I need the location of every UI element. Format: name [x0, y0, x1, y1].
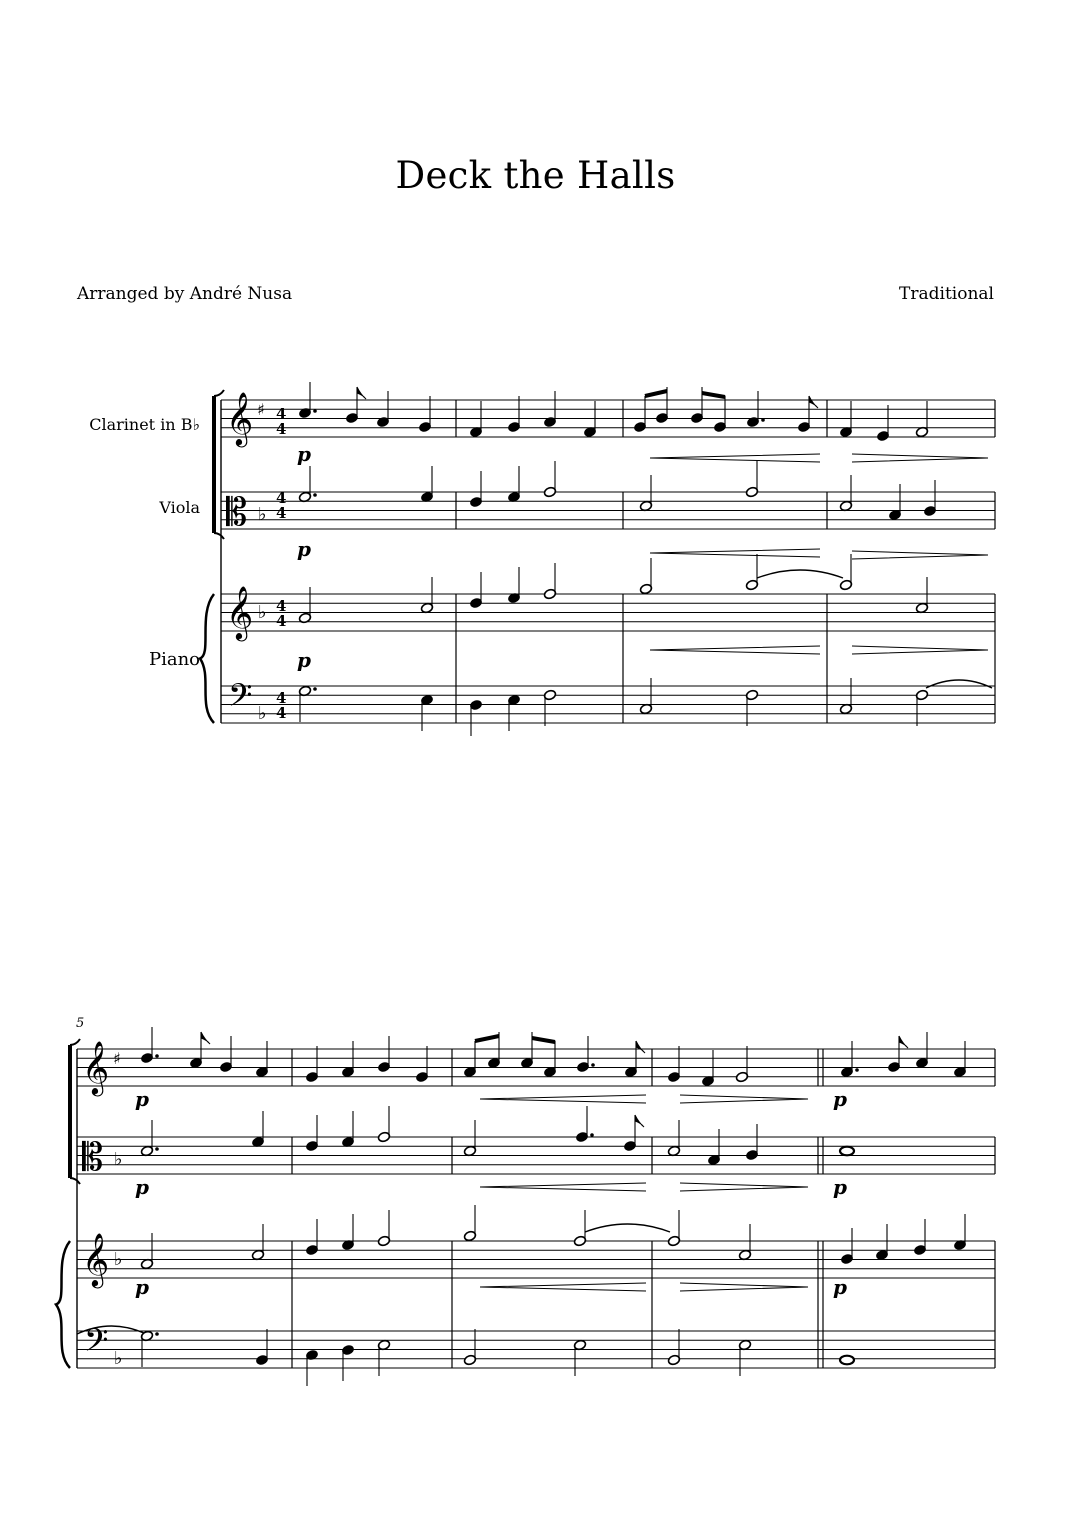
diminuendo-hairpin: [852, 454, 988, 462]
key-signature-flat: ♭: [114, 1249, 123, 1270]
dynamic-viola-m9: p: [833, 1175, 847, 1199]
diminuendo-hairpin: [680, 1095, 808, 1103]
eighth-flag: [636, 1041, 645, 1053]
bracket-hook-top: [70, 1039, 80, 1045]
svg-text:4: 4: [276, 420, 287, 438]
eighth-flag: [357, 387, 366, 399]
key-signature-flat: ♭: [258, 703, 267, 724]
arranger-credit: Arranged by André Nusa: [77, 284, 293, 304]
diminuendo-hairpin: [852, 646, 988, 654]
dynamic-viola-m5: p: [135, 1175, 149, 1199]
beam: [532, 1038, 555, 1042]
tie: [926, 680, 992, 688]
dynamic-viola-m1: p: [297, 537, 311, 561]
beam: [702, 393, 725, 397]
augmentation-dot: [155, 1332, 159, 1336]
diminuendo-hairpin: [680, 1183, 808, 1191]
piano-brace: [56, 1241, 70, 1368]
treble-clef: 𝄞: [226, 391, 254, 445]
time-signature-viola: [276, 489, 286, 522]
treble-clef: 𝄞: [82, 1040, 110, 1094]
bracket-hook-bottom: [214, 533, 224, 539]
eighth-flag: [899, 1036, 908, 1048]
beam: [645, 391, 667, 396]
dynamic-clarinet-m5: p: [135, 1087, 149, 1111]
key-signature-sharp: ♯: [113, 1049, 121, 1068]
svg-text:4: 4: [276, 504, 287, 522]
augmentation-dot: [591, 1063, 595, 1067]
piano-brace: [200, 594, 214, 723]
eighth-flag: [809, 396, 818, 408]
key-signature-flat: ♭: [114, 1149, 123, 1170]
dynamic-clarinet-m9: p: [833, 1087, 847, 1111]
svg-text:4: 4: [276, 405, 287, 423]
time-signature-piano-bass: [276, 689, 286, 722]
bass-clef: 𝄢: [228, 677, 253, 721]
crescendo-hairpin: [480, 1183, 646, 1191]
clarinet-label: Clarinet in B♭: [89, 415, 200, 434]
alto-clef: 𝄡: [226, 490, 248, 534]
dynamic-piano-m1: p: [297, 648, 311, 672]
dynamic-piano-m9: p: [833, 1275, 847, 1299]
dynamic-piano-m5: p: [135, 1275, 149, 1299]
time-signature-clarinet: [276, 405, 286, 438]
whole-note: [840, 1356, 854, 1365]
key-signature-sharp: ♯: [257, 400, 265, 419]
alto-clef: 𝄡: [82, 1135, 104, 1179]
whole-note: [840, 1147, 854, 1156]
bracket-hook-top: [214, 390, 224, 396]
crescendo-hairpin: [480, 1283, 646, 1291]
augmentation-dot: [155, 1147, 159, 1151]
treble-clef: 𝄞: [226, 585, 254, 639]
bracket-hook-bottom: [70, 1178, 80, 1184]
eighth-flag: [635, 1115, 644, 1127]
time-signature-piano-treble: [276, 597, 286, 630]
eighth-flag: [201, 1032, 210, 1044]
svg-text:4: 4: [276, 597, 287, 615]
piano-label: Piano: [148, 649, 200, 670]
crescendo-hairpin: [480, 1095, 646, 1103]
key-signature-flat: ♭: [114, 1348, 123, 1369]
svg-text:4: 4: [276, 489, 287, 507]
crescendo-hairpin: [650, 454, 820, 462]
dynamic-clarinet-m1: p: [297, 442, 311, 466]
tie: [585, 1224, 670, 1232]
key-signature-flat: ♭: [258, 504, 267, 525]
tie: [757, 570, 843, 578]
score-title: Deck the Halls: [395, 154, 676, 197]
augmentation-dot: [761, 418, 765, 422]
bass-clef: 𝄢: [84, 1322, 109, 1366]
composer-credit: Traditional: [899, 284, 994, 304]
svg-text:4: 4: [276, 689, 287, 707]
key-signature-flat: ♭: [258, 602, 267, 623]
beam: [475, 1036, 499, 1041]
augmentation-dot: [855, 1068, 859, 1072]
notation-layer: [56, 382, 995, 1386]
augmentation-dot: [313, 687, 317, 691]
treble-clef: 𝄞: [82, 1232, 110, 1286]
svg-text:4: 4: [276, 612, 287, 630]
augmentation-dot: [313, 409, 317, 413]
viola-label: Viola: [159, 498, 200, 517]
diminuendo-hairpin: [680, 1283, 808, 1291]
crescendo-hairpin: [650, 549, 820, 557]
augmentation-dot: [313, 493, 317, 497]
diminuendo-hairpin: [852, 551, 988, 559]
crescendo-hairpin: [650, 646, 820, 654]
augmentation-dot: [590, 1133, 594, 1137]
measure-number: 5: [76, 1016, 85, 1031]
augmentation-dot: [155, 1054, 159, 1058]
svg-text:4: 4: [276, 704, 287, 722]
